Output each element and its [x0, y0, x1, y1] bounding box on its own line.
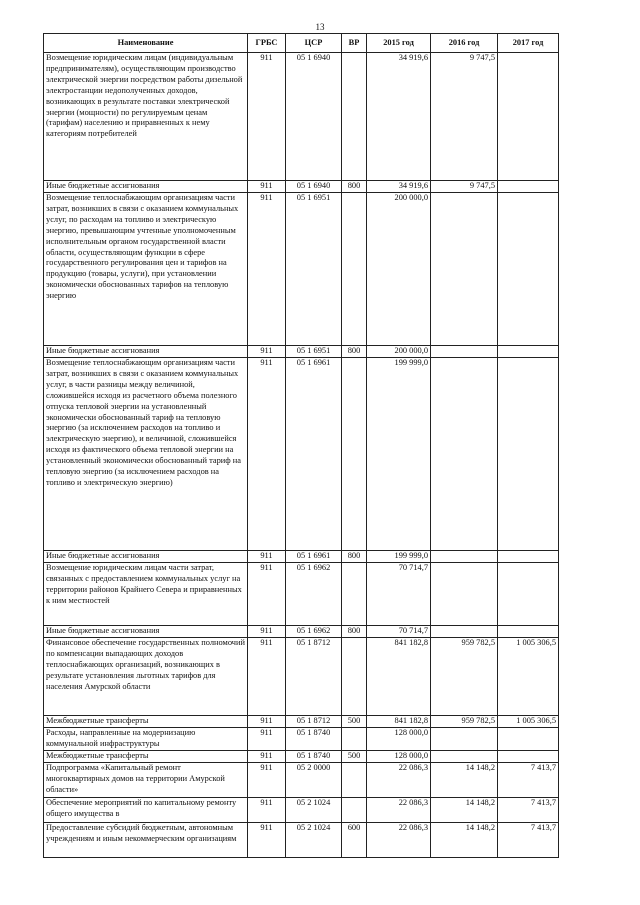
row-2017 — [498, 358, 559, 551]
table-row — [44, 823, 559, 858]
row-vr — [342, 53, 367, 181]
row-vr — [342, 728, 367, 751]
row-2016: 9 747,5 — [431, 53, 498, 181]
row-vr — [342, 358, 367, 551]
row-2016 — [431, 626, 498, 638]
table-row — [44, 346, 559, 358]
row-2017 — [498, 181, 559, 193]
table-row — [44, 638, 559, 716]
row-csr: 05 1 8740 — [286, 751, 342, 763]
row-2017: 7 413,7 — [498, 798, 559, 823]
table-header-row — [44, 34, 559, 53]
row-2015: 199 999,0 — [367, 358, 431, 551]
row-2015: 70 714,7 — [367, 626, 431, 638]
row-csr: 05 1 6940 — [286, 181, 342, 193]
row-vr: 800 — [342, 181, 367, 193]
row-vr: 600 — [342, 823, 367, 858]
row-csr: 05 1 6961 — [286, 551, 342, 563]
row-2016: 959 782,5 — [431, 638, 498, 716]
row-grbs: 911 — [248, 626, 286, 638]
table-row — [44, 193, 559, 346]
row-csr: 05 1 8712 — [286, 638, 342, 716]
row-name: Межбюджетные трансферты — [44, 716, 248, 728]
row-grbs: 911 — [248, 181, 286, 193]
row-grbs: 911 — [248, 346, 286, 358]
row-vr: 800 — [342, 551, 367, 563]
table-row — [44, 751, 559, 763]
row-2016 — [431, 358, 498, 551]
row-2015: 34 919,6 — [367, 181, 431, 193]
row-vr: 500 — [342, 716, 367, 728]
row-name: Возмещение юридическим лицам части затрат, связанных с предоставлением коммунальных услуг на территории районов Крайнего Севера и приравненных к ним местностей — [44, 563, 248, 626]
row-csr: 05 2 0000 — [286, 763, 342, 798]
row-2016: 9 747,5 — [431, 181, 498, 193]
row-name: Иные бюджетные ассигнования — [44, 551, 248, 563]
row-2017: 1 005 306,5 — [498, 638, 559, 716]
row-2015: 841 182,8 — [367, 716, 431, 728]
row-2016: 959 782,5 — [431, 716, 498, 728]
row-csr: 05 1 6962 — [286, 626, 342, 638]
row-grbs: 911 — [248, 716, 286, 728]
row-grbs: 911 — [248, 193, 286, 346]
header-csr: ЦСР — [286, 34, 342, 53]
row-2015: 199 999,0 — [367, 551, 431, 563]
row-2017 — [498, 53, 559, 181]
row-2017 — [498, 193, 559, 346]
row-2017 — [498, 626, 559, 638]
row-2016 — [431, 193, 498, 346]
header-name: Наименование — [44, 34, 248, 53]
row-name: Подпрограмма «Капитальный ремонт многоквартирных домов на территории Амурской области» — [44, 763, 248, 798]
row-2016: 14 148,2 — [431, 823, 498, 858]
row-2015: 200 000,0 — [367, 346, 431, 358]
table-row — [44, 53, 559, 181]
header-2015: 2015 год — [367, 34, 431, 53]
header-2016: 2016 год — [431, 34, 498, 53]
page-number: 13 — [315, 22, 325, 32]
row-name: Возмещение теплоснабжающим организациям части затрат, возникших в связи с оказанием коммунальных услуг, по расходам на топливо и электрическую энергию, превышающим учтенные уполномоченным исполнительным органом государственной власти области, осуществляющим функции в сфере государственного регулирования цен и тарифов на продукцию (товары, услуги), при установлении экономически обоснованных тарифов на тепловую энергию — [44, 193, 248, 346]
row-csr: 05 2 1024 — [286, 823, 342, 858]
row-2015: 22 086,3 — [367, 798, 431, 823]
row-csr: 05 1 6962 — [286, 563, 342, 626]
row-2017 — [498, 728, 559, 751]
row-2017: 7 413,7 — [498, 763, 559, 798]
row-name: Иные бюджетные ассигнования — [44, 346, 248, 358]
row-2015: 34 919,6 — [367, 53, 431, 181]
row-name: Иные бюджетные ассигнования — [44, 181, 248, 193]
table-row — [44, 728, 559, 751]
row-grbs: 911 — [248, 551, 286, 563]
row-csr: 05 1 8740 — [286, 728, 342, 751]
row-vr — [342, 638, 367, 716]
row-vr — [342, 563, 367, 626]
header-vr: ВР — [342, 34, 367, 53]
table-row — [44, 551, 559, 563]
row-name: Иные бюджетные ассигнования — [44, 626, 248, 638]
row-vr: 500 — [342, 751, 367, 763]
row-csr: 05 1 6951 — [286, 193, 342, 346]
row-csr: 05 1 8712 — [286, 716, 342, 728]
row-2015: 841 182,8 — [367, 638, 431, 716]
row-2017 — [498, 551, 559, 563]
row-2015: 128 000,0 — [367, 751, 431, 763]
row-csr: 05 2 1024 — [286, 798, 342, 823]
row-2017 — [498, 751, 559, 763]
row-csr: 05 1 6940 — [286, 53, 342, 181]
row-2015: 22 086,3 — [367, 823, 431, 858]
row-vr — [342, 763, 367, 798]
row-2016 — [431, 563, 498, 626]
row-grbs: 911 — [248, 798, 286, 823]
row-2016 — [431, 551, 498, 563]
row-2016: 14 148,2 — [431, 798, 498, 823]
row-2016 — [431, 751, 498, 763]
row-grbs: 911 — [248, 563, 286, 626]
table-row — [44, 563, 559, 626]
row-2015: 22 086,3 — [367, 763, 431, 798]
table-row — [44, 763, 559, 798]
row-2017: 1 005 306,5 — [498, 716, 559, 728]
row-name: Финансовое обеспечение государственных полномочий по компенсации выпадающих доходов теплоснабжающих организаций, возникающих в результате установления льготных тарифов для населения Амурской области — [44, 638, 248, 716]
table-row — [44, 358, 559, 551]
row-2016: 14 148,2 — [431, 763, 498, 798]
row-csr: 05 1 6951 — [286, 346, 342, 358]
row-grbs: 911 — [248, 763, 286, 798]
row-grbs: 911 — [248, 823, 286, 858]
row-grbs: 911 — [248, 53, 286, 181]
row-vr: 800 — [342, 346, 367, 358]
table-row — [44, 626, 559, 638]
row-2016 — [431, 728, 498, 751]
row-csr: 05 1 6961 — [286, 358, 342, 551]
row-name: Возмещение юридическим лицам (индивидуальным предпринимателям), осуществляющим производство электрической энергии посредством работы дизельной электростанции недополученных доходов, возникающих в результате поставки электрической энергии (мощности) по регулируемым ценам (тарифам) населению и приравненных к нему категориям потребителей — [44, 53, 248, 181]
row-grbs: 911 — [248, 358, 286, 551]
table-row — [44, 181, 559, 193]
row-vr: 800 — [342, 626, 367, 638]
row-2017 — [498, 346, 559, 358]
table-row — [44, 716, 559, 728]
budget-table — [43, 33, 559, 858]
header-grbs: ГРБС — [248, 34, 286, 53]
row-name: Предоставление субсидий бюджетным, автономным учреждениям и иным некоммерческим организациям — [44, 823, 248, 858]
row-2015: 128 000,0 — [367, 728, 431, 751]
row-2016 — [431, 346, 498, 358]
row-vr — [342, 798, 367, 823]
row-vr — [342, 193, 367, 346]
header-2017: 2017 год — [498, 34, 559, 53]
row-name: Межбюджетные трансферты — [44, 751, 248, 763]
row-name: Расходы, направленные на модернизацию коммунальной инфраструктуры — [44, 728, 248, 751]
row-name: Обеспечение мероприятий по капитальному ремонту общего имущества в — [44, 798, 248, 823]
row-2015: 70 714,7 — [367, 563, 431, 626]
table-row — [44, 798, 559, 823]
row-2017: 7 413,7 — [498, 823, 559, 858]
row-2017 — [498, 563, 559, 626]
row-grbs: 911 — [248, 638, 286, 716]
row-name: Возмещение теплоснабжающим организациям части затрат, возникших в связи с оказанием коммунальных услуг, в части разницы между величиной, сложившейся исходя из расчетного объема полезного отпуска тепловой энергии на установленный экономически обоснованный тариф на тепловую энергию (за исключением расходов на топливо и электрическую энергию), и величиной, сложившейся исходя из фактического объема тепловой энергии на установленный экономически обоснованный тариф на тепловую энергию (за исключением расходов на топливо и электрическую энергию) — [44, 358, 248, 551]
row-grbs: 911 — [248, 728, 286, 751]
row-grbs: 911 — [248, 751, 286, 763]
row-2015: 200 000,0 — [367, 193, 431, 346]
